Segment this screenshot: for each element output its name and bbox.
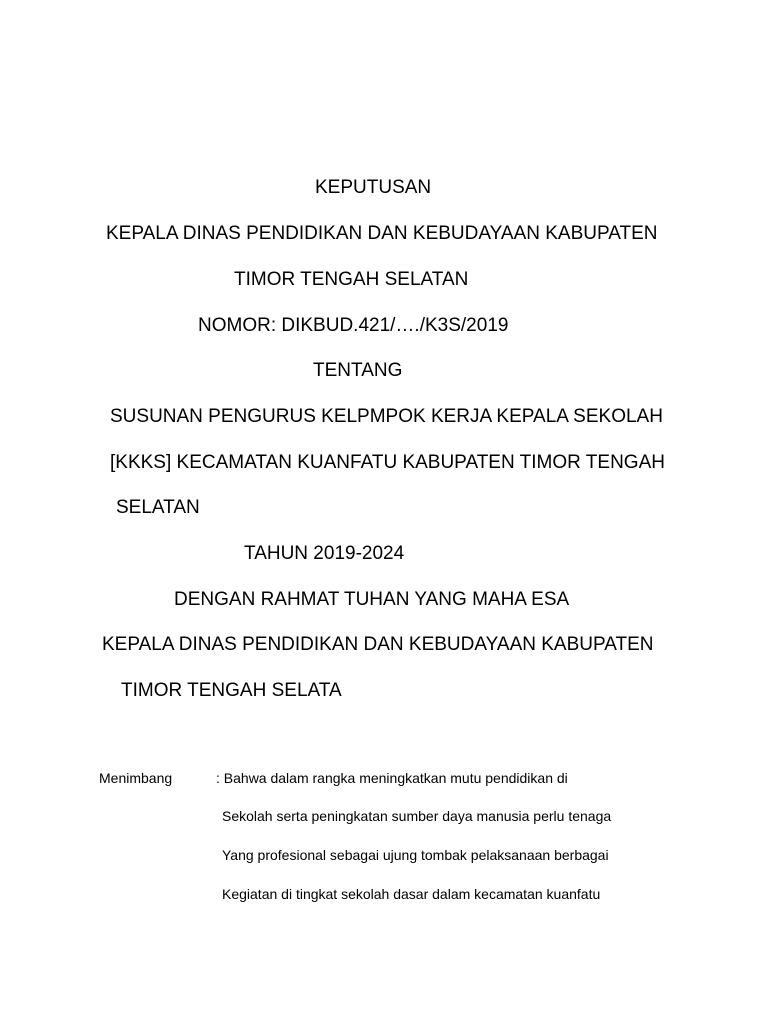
issuer-line-2: TIMOR TENGAH SELATAN xyxy=(234,269,469,290)
blessing-line: DENGAN RAHMAT TUHAN YANG MAHA ESA xyxy=(174,589,570,610)
decree-title: KEPUTUSAN xyxy=(315,177,432,198)
menimbang-label: Menimbang xyxy=(99,770,173,786)
subject-line-3: SELATAN xyxy=(116,497,200,518)
subject-line-2: [KKKS] KECAMATAN KUANFATU KABUPATEN TIMOR TENGAH xyxy=(110,452,665,473)
menimbang-text-line-2: Sekolah serta peningkatan sumber daya manusia perlu tenaga xyxy=(222,808,612,824)
menimbang-text-line-4: Kegiatan di tingkat sekolah dasar dalam kecamatan kuanfatu xyxy=(222,886,601,902)
menimbang-text-line-3: Yang profesional sebagai ujung tombak pelaksanaan berbagai xyxy=(222,847,609,863)
decree-number: NOMOR: DIKBUD.421/…./K3S/2019 xyxy=(198,315,509,336)
subject-label: TENTANG xyxy=(313,360,403,381)
year-line: TAHUN 2019-2024 xyxy=(244,543,405,564)
issuer-line-1: KEPALA DINAS PENDIDIKAN DAN KEBUDAYAAN KABUPATEN xyxy=(106,223,658,244)
subject-line-1: SUSUNAN PENGURUS KELPMPOK KERJA KEPALA SEKOLAH xyxy=(110,406,663,427)
menimbang-text-line-1: : Bahwa dalam rangka meningkatkan mutu pendidikan di xyxy=(216,770,568,786)
authority-line-1: KEPALA DINAS PENDIDIKAN DAN KEBUDAYAAN KABUPATEN xyxy=(102,634,654,655)
authority-line-2: TIMOR TENGAH SELATA xyxy=(121,680,342,701)
